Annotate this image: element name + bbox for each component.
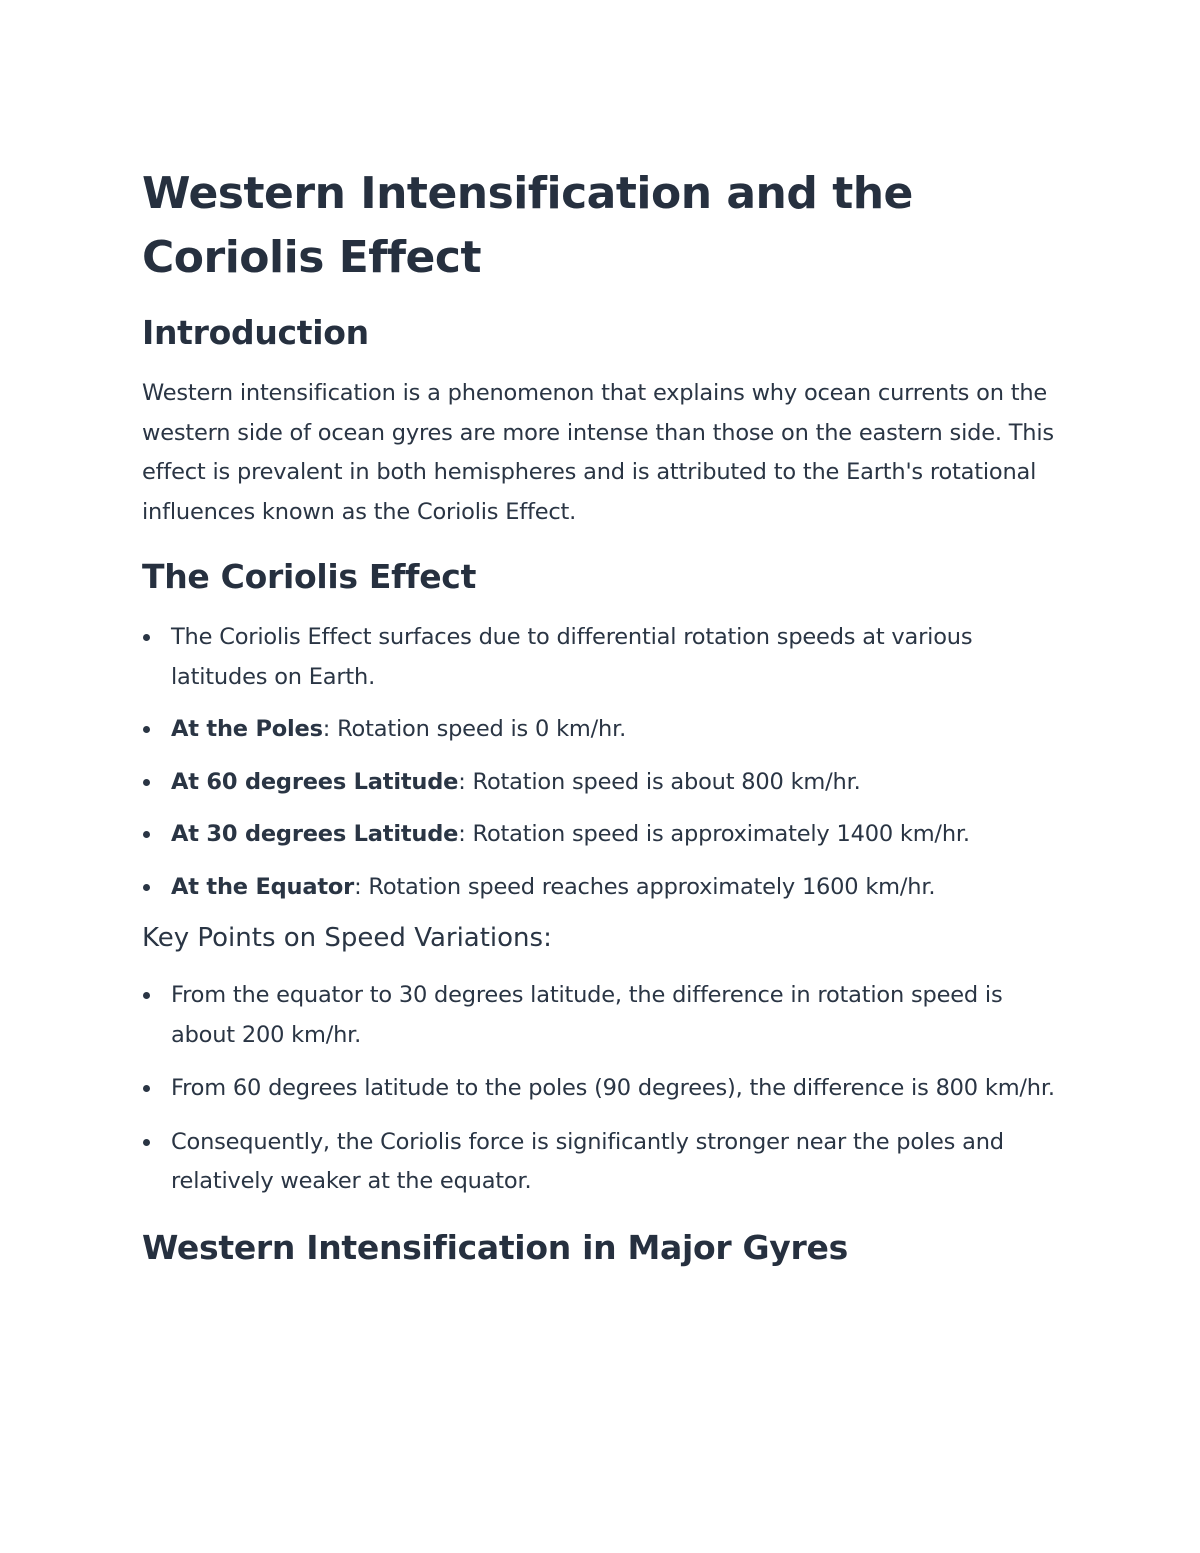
coriolis-effect-heading: The Coriolis Effect [142,557,477,596]
list-item-bold-label: At the Poles [171,716,323,742]
list-item [142,1123,1067,1202]
document-page [142,162,1067,1269]
coriolis-effect-list [142,618,1067,907]
list-item [142,976,1067,1055]
list-item-bold-label: At 30 degrees Latitude [171,821,459,847]
bullet-icon [143,831,150,838]
list-item [142,618,1067,697]
list-item-text: : Rotation speed is 0 km/hr. [322,716,627,742]
key-points-heading: Key Points on Speed Variations: [142,923,552,953]
bullet-icon [143,1139,150,1146]
list-item [142,763,1067,803]
list-item [142,868,1067,908]
bullet-icon [143,726,150,733]
introduction-heading: Introduction [142,313,369,352]
list-item-text: : Rotation speed reaches approximately 1600 km/hr. [354,873,936,900]
list-item-text: Consequently, the Coriolis force is significantly stronger near the poles and relatively weaker at the equator. [171,1128,1004,1194]
list-item [142,1069,1067,1109]
bullet-icon [143,634,150,641]
introduction-paragraph: Western intensification is a phenomenon that explains why ocean currents on the western side of ocean gyres are more intense than those on the eastern side. This effect is prevalent in both hemispheres and is attributed to the Earth's rotational influences known as the Coriolis Effect. [142,380,1054,525]
document-title: Western Intensification and the Coriolis Effect [142,168,913,283]
bullet-icon [143,1085,150,1092]
bullet-icon [143,779,150,786]
list-item-bold-label: At 60 degrees Latitude [171,768,459,795]
bullet-icon [143,992,150,999]
list-item [142,710,1067,750]
list-item-text: The Coriolis Effect surfaces due to differential rotation speeds at various latitudes on Earth. [171,624,973,690]
bullet-icon [143,884,150,891]
major-gyres-heading: Western Intensification in Major Gyres [142,1227,848,1267]
list-item-text: : Rotation speed is approximately 1400 km/hr. [458,821,970,847]
key-points-list [142,976,1067,1202]
list-item-text: From the equator to 30 degrees latitude, the difference in rotation speed is about 200 km/hr. [171,982,1003,1048]
list-item-text: : Rotation speed is about 800 km/hr. [458,768,861,795]
list-item-bold-label: At the Equator [171,873,355,900]
list-item-text: From 60 degrees latitude to the poles (90 degrees), the difference is 800 km/hr. [171,1075,1055,1101]
list-item [142,815,1067,855]
